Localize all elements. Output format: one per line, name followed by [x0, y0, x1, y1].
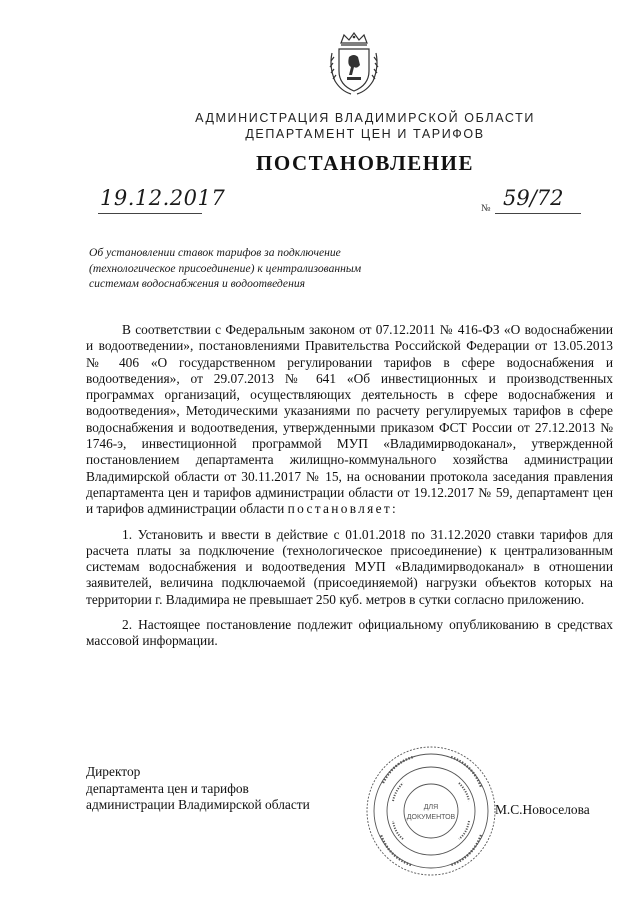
signatory-title-line: администрации Владимирской области — [86, 797, 310, 812]
subject-line: (технологическое присоединение) к централизованным — [89, 261, 362, 275]
document-body — [86, 322, 613, 650]
signatory-title-line: Директор — [86, 764, 141, 779]
resolution-verb: постановляет: — [287, 501, 399, 517]
document-type-title: ПОСТАНОВЛЕНИЕ — [256, 151, 474, 175]
org-name-line2: ДЕПАРТАМЕНТ ЦЕН И ТАРИФОВ — [245, 127, 485, 141]
number-sign: № — [481, 203, 491, 214]
signatory-title — [86, 764, 310, 814]
subject-line: системам водоснабжения и водоотведения — [89, 277, 306, 290]
clause-2-paragraph: 2. Настоящее постановление подлежит официальному опубликованию в средствах массовой информации. — [86, 617, 613, 649]
preamble-paragraph — [86, 322, 613, 518]
org-name-line1: АДМИНИСТРАЦИЯ ВЛАДИМИРСКОЙ ОБЛАСТИ — [195, 111, 535, 125]
preamble-text: В соответствии с Федеральным законом от 07.12.2011 № 416-ФЗ «О водоснабжении и водоотведении», постановлениями Правительства Российской Федерации от 13.05.2013 № 406 «О государственном регулировании тарифов в сфере водоснабжения и водоотведения», от 29.07.2013 № 641 «Об инвестиционных и производственных программах организаций, осуществляющих деятельность в сфере водоснабжения и водоотведения», Методическими указаниями по расчету регулируемых тарифов в сфере водоснабжения и водоотведения, утвержденными приказом ФСТ России от 27.12.2013 № 1746-э, инвестиционной программой МУП «Владимирводоканал», утвержденной постановлением департамента жилищно-коммунального хозяйства администрации Владимирской области от 30.11.2017 № 15, на основании протокола заседания правления департамента цен и тарифов администрации области от 19.12.2017 № 59, департамент цен и тарифов администрации области — [86, 322, 613, 517]
number-underline — [495, 213, 581, 214]
stamp-center-line1: ДЛЯ — [423, 804, 439, 811]
signatory-name: М.С.Новоселова — [495, 802, 590, 817]
date-underline — [98, 213, 202, 214]
document-date: 19.12.2017 — [100, 186, 226, 210]
clause-1-paragraph: 1. Установить и ввести в действие с 01.01.2018 по 31.12.2020 ставки тарифов для расчета платы за подключение (технологическое присоединение) к централизованным системам водоснабжения и водоотведения МУП «Владимирводоканал» в отношении заявителей, величина подключаемой (присоединяемой) нагрузки объектов которых на территории г. Владимира не превышает 250 куб. метров в сутки согласно приложению. — [86, 526, 613, 607]
signatory-title-line: департамента цен и тарифов — [86, 780, 249, 796]
official-stamp — [363, 743, 499, 879]
coat-of-arms-emblem — [327, 31, 381, 97]
document-number: 59/72 — [503, 186, 564, 210]
subject-line: Об установлении ставок тарифов за подключение — [89, 246, 341, 259]
document-subject — [89, 245, 399, 292]
stamp-center-line2: ДОКУМЕНТОВ — [406, 814, 456, 821]
